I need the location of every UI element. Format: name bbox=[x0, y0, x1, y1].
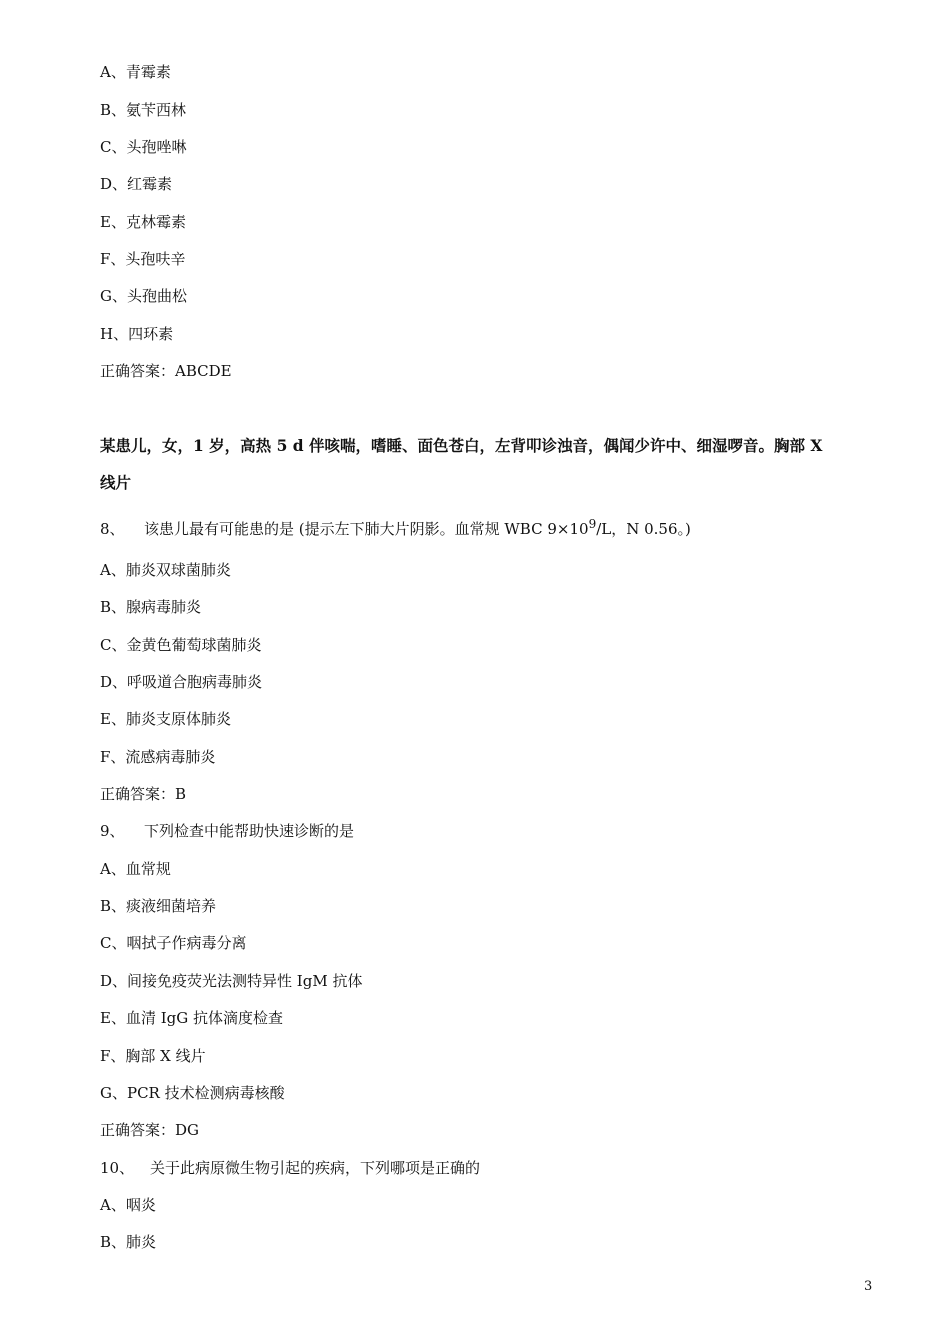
case-description-line1: 某患儿，女，1 岁，高热 5 d 伴咳喘，嗜睡、面色苍白，左背叩诊浊音，偶闻少许中、细湿啰音。胸部 X bbox=[100, 436, 823, 455]
option-d: D、红霉素 bbox=[100, 175, 173, 193]
option-e: E、血清 IgG 抗体滴度检查 bbox=[100, 1009, 283, 1027]
question-9 bbox=[100, 821, 354, 841]
question-text-tail: /L，N 0.56。) bbox=[596, 520, 691, 538]
question-number: 8、 bbox=[100, 520, 125, 538]
option-e: E、克林霉素 bbox=[100, 213, 186, 231]
question-text: 关于此病原微生物引起的疾病，下列哪项是正确的 bbox=[150, 1159, 481, 1177]
option-b: B、氨苄西林 bbox=[100, 101, 187, 119]
option-c: C、咽拭子作病毒分离 bbox=[100, 934, 247, 952]
option-a: A、青霉素 bbox=[100, 63, 171, 81]
option-f: F、流感病毒肺炎 bbox=[100, 748, 216, 766]
option-a: A、咽炎 bbox=[100, 1196, 156, 1214]
question-number: 9、 bbox=[100, 822, 125, 840]
option-c: C、头孢唑啉 bbox=[100, 138, 187, 156]
option-g: G、头孢曲松 bbox=[100, 287, 187, 305]
question-number: 10、 bbox=[100, 1159, 135, 1177]
option-e: E、肺炎支原体肺炎 bbox=[100, 710, 231, 728]
question-8 bbox=[100, 519, 691, 540]
answer-text: 正确答案：DG bbox=[100, 1121, 200, 1139]
option-b: B、肺炎 bbox=[100, 1233, 157, 1251]
option-a: A、肺炎双球菌肺炎 bbox=[100, 561, 231, 579]
option-b: B、痰液细菌培养 bbox=[100, 897, 217, 915]
exponent: 9 bbox=[588, 517, 597, 531]
answer-text: 正确答案：ABCDE bbox=[100, 362, 232, 380]
question-text: 下列检查中能帮助快速诊断的是 bbox=[144, 822, 355, 840]
case-description-line2: 线片 bbox=[100, 473, 132, 492]
page-number: 3 bbox=[864, 1279, 873, 1294]
option-f: F、头孢呋辛 bbox=[100, 250, 186, 268]
option-g: G、PCR 技术检测病毒核酸 bbox=[100, 1084, 285, 1102]
option-c: C、金黄色葡萄球菌肺炎 bbox=[100, 636, 262, 654]
option-d: D、呼吸道合胞病毒肺炎 bbox=[100, 673, 263, 691]
option-d: D、间接免疫荧光法测特异性 IgM 抗体 bbox=[100, 972, 363, 990]
question-text: 该患儿最有可能患的是 (提示左下肺大片阴影。血常规 WBC 9×10 bbox=[144, 520, 589, 538]
option-h: H、四环素 bbox=[100, 325, 174, 343]
option-a: A、血常规 bbox=[100, 860, 171, 878]
question-10 bbox=[100, 1158, 480, 1178]
option-b: B、腺病毒肺炎 bbox=[100, 598, 202, 616]
answer-text: 正确答案：B bbox=[100, 785, 187, 803]
option-f: F、胸部 X 线片 bbox=[100, 1047, 206, 1065]
